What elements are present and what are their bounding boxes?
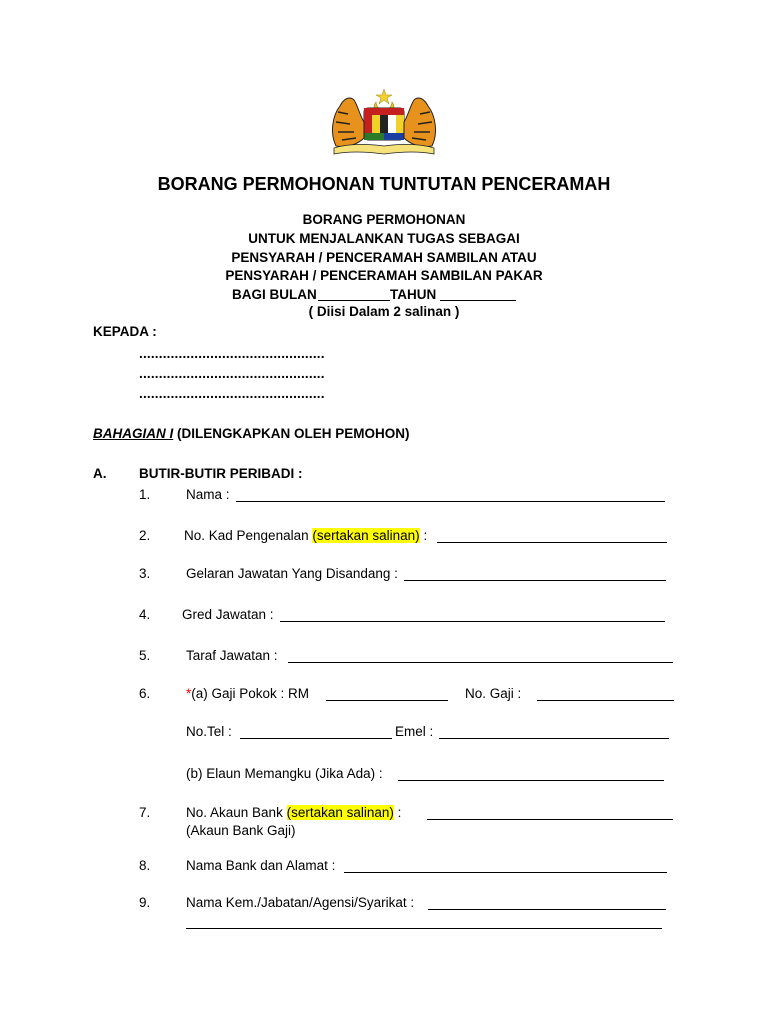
field-number-6: 6.	[139, 686, 151, 701]
bank-highlight-note: (sertakan salinan)	[286, 805, 394, 820]
bahagian-label: BAHAGIAN I	[93, 426, 174, 441]
ic-label-colon: :	[423, 528, 428, 543]
field-number-3: 3.	[139, 566, 151, 581]
bank-account-colon: :	[397, 805, 402, 820]
gelaran-field[interactable]	[404, 580, 666, 581]
elaun-label: (b) Elaun Memangku (Jika Ada) :	[186, 766, 383, 781]
ic-field[interactable]	[437, 542, 667, 543]
bank-name-field[interactable]	[344, 872, 667, 873]
tel-label: No.Tel :	[186, 724, 232, 739]
field-number-9: 9.	[139, 895, 151, 910]
taraf-label: Taraf Jawatan :	[186, 648, 278, 663]
field-number-4: 4.	[139, 607, 151, 622]
ic-highlight-note: (sertakan salinan)	[312, 528, 420, 543]
kepada-label: KEPADA :	[93, 324, 157, 339]
kepada-dots-2[interactable]: ...............................................	[139, 366, 325, 381]
kepada-dots-3[interactable]: ...............................................	[139, 386, 325, 401]
subtitle-line-2: UNTUK MENJALANKAN TUGAS SEBAGAI	[248, 231, 520, 246]
field-number-7: 7.	[139, 805, 151, 820]
required-star: *	[186, 686, 192, 701]
bank-account-note: (Akaun Bank Gaji)	[186, 823, 296, 838]
nama-label: Nama :	[186, 487, 230, 502]
form-title: BORANG PERMOHONAN TUNTUTAN PENCERAMAH	[157, 174, 611, 194]
bahagian-heading	[93, 426, 410, 441]
agency-field-line-2[interactable]	[186, 928, 662, 929]
bulan-field[interactable]	[318, 300, 390, 301]
bank-name-label: Nama Bank dan Alamat :	[186, 858, 336, 873]
ic-label	[184, 528, 427, 543]
gaji-label	[186, 686, 309, 701]
agency-label: Nama Kem./Jabatan/Agensi/Syarikat :	[186, 895, 415, 910]
taraf-field[interactable]	[288, 662, 673, 663]
coat-of-arms-logo	[324, 86, 444, 158]
subtitle-line-1: BORANG PERMOHONAN	[302, 212, 466, 227]
bank-account-label	[186, 805, 401, 820]
gaji-label-text: (a) Gaji Pokok : RM	[191, 686, 310, 701]
bulan-label: BAGI BULAN	[232, 287, 317, 302]
subtitle-line-4: PENSYARAH / PENCERAMAH SAMBILAN PAKAR	[225, 268, 543, 283]
tel-field[interactable]	[240, 738, 392, 739]
field-number-5: 5.	[139, 648, 151, 663]
section-a-letter: A.	[93, 466, 107, 481]
section-a-heading: BUTIR-BUTIR PERIBADI :	[139, 466, 303, 481]
no-gaji-label: No. Gaji :	[465, 686, 522, 701]
bank-account-label-text: No. Akaun Bank	[186, 805, 283, 820]
no-gaji-field[interactable]	[537, 700, 674, 701]
subtitle-line-3: PENSYARAH / PENCERAMAH SAMBILAN ATAU	[231, 250, 537, 265]
elaun-field[interactable]	[398, 780, 664, 781]
field-number-8: 8.	[139, 858, 151, 873]
gred-field[interactable]	[280, 621, 665, 622]
gelaran-label: Gelaran Jawatan Yang Disandang :	[186, 566, 398, 581]
bank-account-field[interactable]	[427, 819, 673, 820]
copies-note: ( Diisi Dalam 2 salinan )	[308, 304, 460, 319]
kepada-dots-1[interactable]: ...............................................	[139, 346, 325, 361]
bahagian-desc: (DILENGKAPKAN OLEH PEMOHON)	[177, 426, 410, 441]
field-number-2: 2.	[139, 528, 151, 543]
gred-label: Gred Jawatan :	[182, 607, 274, 622]
emel-label: Emel :	[395, 724, 434, 739]
nama-field[interactable]	[236, 501, 665, 502]
agency-field[interactable]	[428, 909, 666, 910]
tahun-label: TAHUN	[390, 287, 437, 302]
tahun-field[interactable]	[440, 300, 516, 301]
emel-field[interactable]	[439, 738, 669, 739]
gaji-field[interactable]	[326, 700, 448, 701]
field-number-1: 1.	[139, 487, 151, 502]
ic-label-text: No. Kad Pengenalan	[184, 528, 309, 543]
